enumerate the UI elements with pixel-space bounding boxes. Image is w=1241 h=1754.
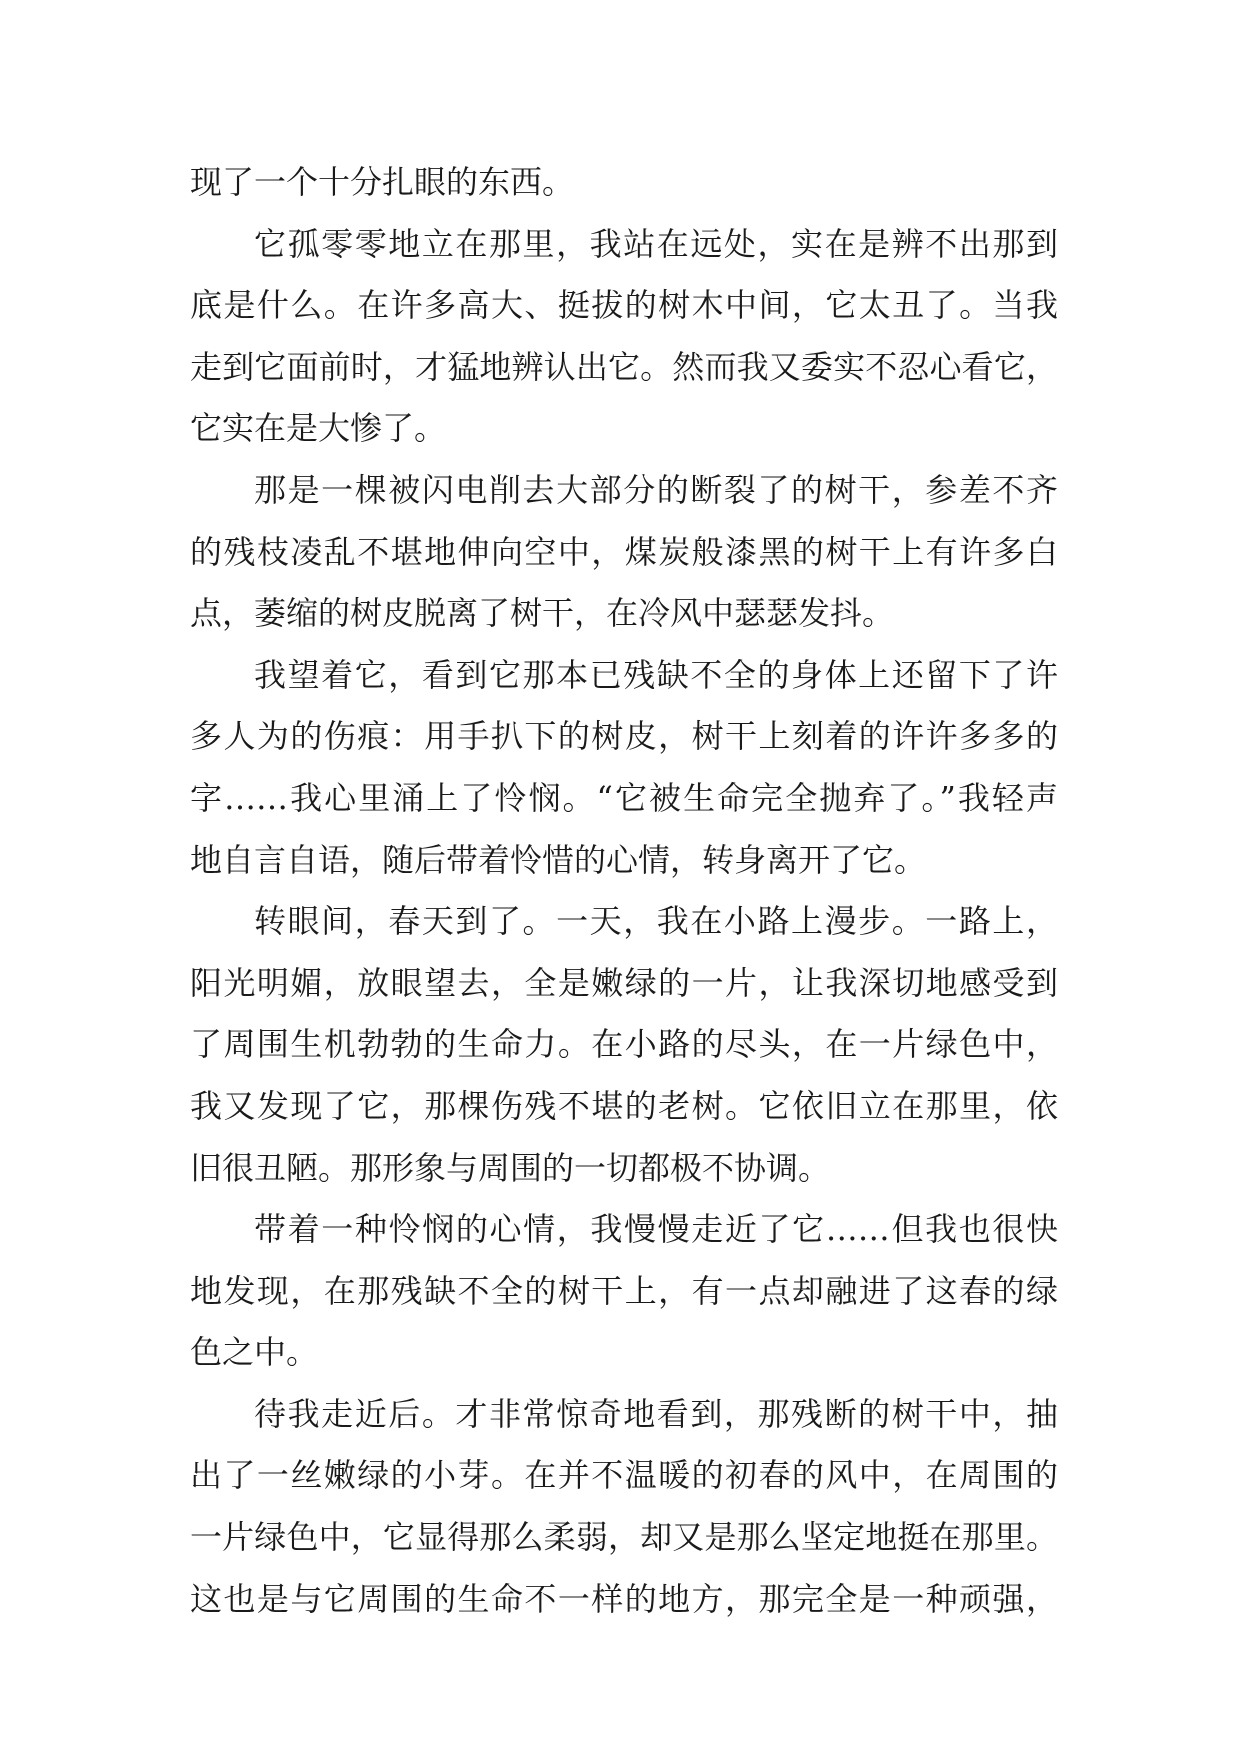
text-line: 地自言自语，随后带着怜惜的心情，转身离开了它。 [190,840,927,879]
text-line: 这也是与它周围的生命不一样的地方，那完全是一种顽强， [190,1579,1058,1618]
text-line: 现了一个十分扎眼的东西。 [190,163,575,201]
text-line: 它实在是大惨了。 [190,409,447,448]
text-line: 多人为的伤痕：用手扒下的树皮，树干上刻着的许许多多的 [190,717,1058,756]
text-line: 阳光明媚，放眼望去，全是嫩绿的一片，让我深切地感受到 [190,963,1058,1002]
text-line: 色之中。 [190,1333,319,1372]
text-line: 待我走近后。才非常惊奇地看到，那残断的树干中，抽 [254,1394,1058,1433]
text-line: 走到它面前时，才猛地辨认出它。然而我又委实不忍心看它， [190,347,1058,386]
text-line: 一片绿色中，它显得那么柔弱，却又是那么坚定地挺在那里。 [190,1518,1058,1557]
text-line: 字……我心里涌上了怜悯。“它被生命完全抛弃了。”我轻声 [190,778,1058,817]
text-line: 地发现，在那残缺不全的树干上，有一点却融进了这春的绿 [190,1271,1058,1310]
body-text [190,152,1058,1630]
text-line: 它孤零零地立在那里，我站在远处，实在是辨不出那到 [254,224,1058,263]
text-line: 的残枝凌乱不堪地伸向空中，煤炭般漆黑的树干上有许多白 [190,532,1058,571]
text-line: 底是什么。在许多高大、挺拔的树木中间，它太丑了。当我 [190,286,1058,325]
text-line: 我又发现了它，那棵伤残不堪的老树。它依旧立在那里，依 [190,1086,1058,1125]
text-line: 转眼间，春天到了。一天，我在小路上漫步。一路上， [254,902,1058,941]
text-line: 带着一种怜悯的心情，我慢慢走近了它……但我也很快 [254,1210,1058,1249]
text-line: 旧很丑陋。那形象与周围的一切都极不协调。 [190,1148,831,1187]
text-line: 点，萎缩的树皮脱离了树干，在冷风中瑟瑟发抖。 [190,594,895,633]
text-line: 我望着它，看到它那本已残缺不全的身体上还留下了许 [254,655,1058,694]
text-line: 那是一棵被闪电削去大部分的断裂了的树干，参差不齐 [254,470,1058,509]
text-line: 出了一丝嫩绿的小芽。在并不温暖的初春的风中，在周围的 [190,1456,1058,1495]
text-line: 了周围生机勃勃的生命力。在小路的尽头，在一片绿色中， [190,1025,1058,1064]
